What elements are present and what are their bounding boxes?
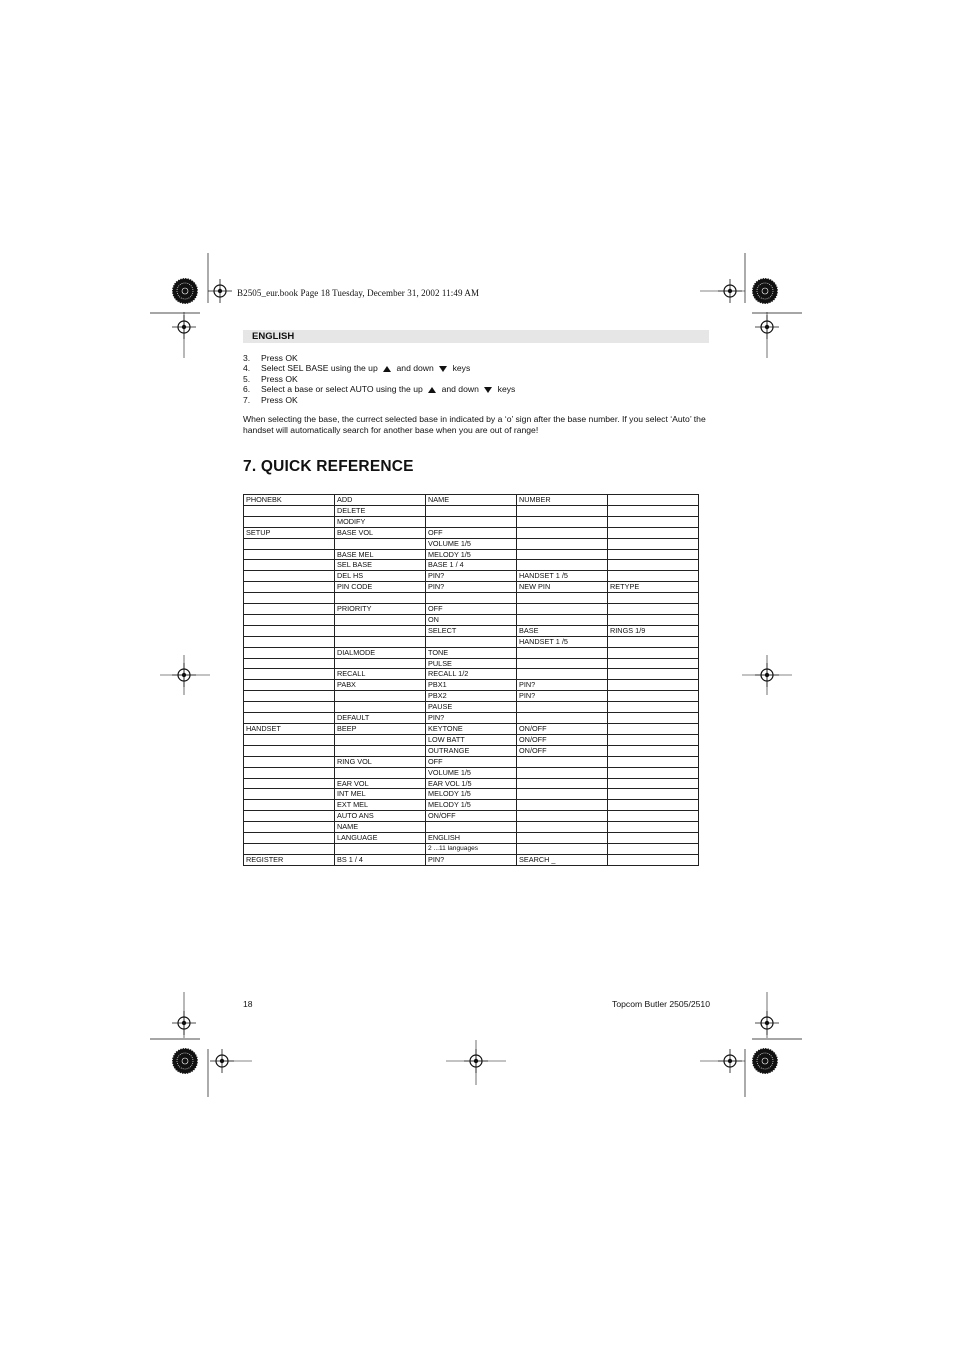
table-row	[244, 669, 699, 680]
table-cell: NAME	[335, 822, 426, 833]
table-cell	[517, 789, 608, 800]
table-cell: AUTO ANS	[335, 811, 426, 822]
table-cell	[517, 800, 608, 811]
print-header-line: B2505_eur.book Page 18 Tuesday, December 31, 2002 11:49 AM	[237, 288, 480, 298]
table-cell: HANDSET	[244, 724, 335, 735]
product-name: Topcom Butler 2505/2510	[612, 999, 710, 1009]
table-cell	[608, 713, 699, 724]
table-row	[244, 658, 699, 669]
table-cell: OFF	[426, 756, 517, 767]
table-cell	[517, 702, 608, 713]
down-arrow-icon	[484, 387, 492, 393]
quick-reference-table	[243, 494, 699, 866]
table-cell	[517, 767, 608, 778]
table-cell	[608, 833, 699, 844]
table-cell	[608, 669, 699, 680]
table-cell	[244, 713, 335, 724]
table-cell: PIN?	[426, 854, 517, 865]
table-cell	[244, 734, 335, 745]
table-cell	[244, 800, 335, 811]
table-cell	[335, 625, 426, 636]
language-bar	[243, 330, 709, 343]
table-cell	[608, 495, 699, 506]
table-cell	[517, 614, 608, 625]
table-cell: 2 ...11 languages	[426, 843, 517, 854]
table-cell: DELETE	[335, 505, 426, 516]
base-selection-note: When selecting the base, the currect selected base in indicated by a ‘o’ sign after the base number. If you select ‘Auto’ the handset will automatically search for another base when you are out of range!	[243, 414, 706, 435]
table-cell	[244, 789, 335, 800]
table-cell	[244, 691, 335, 702]
table-cell: MELODY 1/5	[426, 789, 517, 800]
table-cell	[517, 756, 608, 767]
table-cell	[608, 593, 699, 604]
table-cell	[517, 593, 608, 604]
table-cell	[608, 767, 699, 778]
registration-star-bottom-right	[752, 1048, 778, 1074]
table-cell: EXT MEL	[335, 800, 426, 811]
table-row	[244, 713, 699, 724]
table-cell: PBX2	[426, 691, 517, 702]
table-cell: TONE	[426, 647, 517, 658]
table-row	[244, 843, 699, 854]
table-cell: BEEP	[335, 724, 426, 735]
table-cell: PIN?	[517, 691, 608, 702]
table-cell	[517, 833, 608, 844]
table-row	[244, 811, 699, 822]
table-cell	[244, 822, 335, 833]
table-cell: BS 1 / 4	[335, 854, 426, 865]
table-cell: BASE 1 / 4	[426, 560, 517, 571]
table-cell: ADD	[335, 495, 426, 506]
table-cell: RING VOL	[335, 756, 426, 767]
table-cell	[244, 756, 335, 767]
table-cell	[517, 604, 608, 615]
table-cell	[608, 527, 699, 538]
table-row	[244, 745, 699, 756]
table-cell	[244, 833, 335, 844]
section-title: 7. QUICK REFERENCE	[243, 458, 414, 475]
registration-cross-top-left	[208, 279, 232, 303]
table-cell: RECALL	[335, 669, 426, 680]
table-cell	[517, 549, 608, 560]
table-row	[244, 647, 699, 658]
table-cell	[608, 789, 699, 800]
table-cell: ON/OFF	[517, 745, 608, 756]
table-cell: RECALL 1/2	[426, 669, 517, 680]
table-cell	[244, 549, 335, 560]
table-row	[244, 734, 699, 745]
table-row	[244, 604, 699, 615]
table-cell	[335, 658, 426, 669]
table-cell: ON	[426, 614, 517, 625]
table-cell	[244, 582, 335, 593]
table-cell	[426, 822, 517, 833]
table-row	[244, 778, 699, 789]
table-cell: NEW PIN	[517, 582, 608, 593]
table-cell	[517, 713, 608, 724]
table-cell	[608, 614, 699, 625]
table-cell: EAR VOL 1/5	[426, 778, 517, 789]
table-cell	[244, 560, 335, 571]
table-cell	[335, 636, 426, 647]
table-cell	[517, 822, 608, 833]
table-row	[244, 702, 699, 713]
table-cell: SEARCH _	[517, 854, 608, 865]
table-cell	[335, 745, 426, 756]
table-cell	[517, 669, 608, 680]
table-row	[244, 800, 699, 811]
table-cell	[608, 811, 699, 822]
table-cell	[335, 593, 426, 604]
table-cell: ON/OFF	[517, 724, 608, 735]
table-cell	[608, 778, 699, 789]
step-5: 5. Press OK	[243, 373, 298, 384]
table-row	[244, 680, 699, 691]
table-row	[244, 854, 699, 865]
table-cell	[608, 745, 699, 756]
table-cell	[244, 604, 335, 615]
table-cell	[335, 538, 426, 549]
down-arrow-icon	[439, 366, 447, 372]
table-cell: MELODY 1/5	[426, 549, 517, 560]
table-cell	[244, 571, 335, 582]
table-cell	[608, 800, 699, 811]
table-cell	[608, 560, 699, 571]
table-cell	[517, 658, 608, 669]
table-cell	[244, 778, 335, 789]
table-cell: PBX1	[426, 680, 517, 691]
table-cell: DIALMODE	[335, 647, 426, 658]
table-cell	[608, 647, 699, 658]
table-cell: NUMBER	[517, 495, 608, 506]
table-cell	[608, 516, 699, 527]
table-row	[244, 756, 699, 767]
table-cell	[517, 516, 608, 527]
table-cell: BASE MEL	[335, 549, 426, 560]
table-cell: PABX	[335, 680, 426, 691]
table-cell	[608, 724, 699, 735]
table-cell	[608, 843, 699, 854]
table-row	[244, 614, 699, 625]
step-6: 6. Select a base or select AUTO using the up and down keys	[243, 384, 516, 395]
table-cell	[608, 538, 699, 549]
table-cell	[517, 811, 608, 822]
table-cell	[608, 734, 699, 745]
table-cell	[608, 636, 699, 647]
table-cell	[608, 549, 699, 560]
registration-star-top-left	[172, 278, 198, 304]
table-cell: OFF	[426, 527, 517, 538]
table-cell	[244, 625, 335, 636]
table-row	[244, 789, 699, 800]
table-cell: ON/OFF	[517, 734, 608, 745]
table-cell	[608, 658, 699, 669]
table-cell	[517, 527, 608, 538]
table-cell	[244, 669, 335, 680]
table-cell	[244, 658, 335, 669]
table-cell	[244, 811, 335, 822]
table-row	[244, 505, 699, 516]
table-cell: SELECT	[426, 625, 517, 636]
table-cell	[426, 505, 517, 516]
step-3: 3. Press OK	[243, 353, 298, 363]
table-cell: VOLUME 1/5	[426, 538, 517, 549]
table-cell: RETYPE	[608, 582, 699, 593]
table-row	[244, 833, 699, 844]
table-cell	[608, 680, 699, 691]
table-cell	[244, 767, 335, 778]
table-row	[244, 571, 699, 582]
table-cell: PAUSE	[426, 702, 517, 713]
registration-star-bottom-left	[172, 1048, 198, 1074]
table-cell	[244, 647, 335, 658]
table-row	[244, 516, 699, 527]
table-cell: DEL HS	[335, 571, 426, 582]
table-cell: RINGS 1/9	[608, 625, 699, 636]
table-cell: ENGLISH	[426, 833, 517, 844]
step-4: 4. Select SEL BASE using the up and down keys	[243, 363, 471, 374]
table-cell: ON/OFF	[426, 811, 517, 822]
table-cell	[244, 745, 335, 756]
table-cell	[608, 505, 699, 516]
table-cell	[244, 680, 335, 691]
table-row	[244, 495, 699, 506]
table-cell	[608, 702, 699, 713]
table-cell: REGISTER	[244, 854, 335, 865]
table-cell: OUTRANGE	[426, 745, 517, 756]
table-cell: NAME	[426, 495, 517, 506]
table-cell	[608, 756, 699, 767]
table-row	[244, 767, 699, 778]
table-cell	[244, 614, 335, 625]
table-row	[244, 636, 699, 647]
table-row	[244, 582, 699, 593]
table-cell: DEFAULT	[335, 713, 426, 724]
table-cell	[426, 636, 517, 647]
table-cell: PIN?	[517, 680, 608, 691]
table-cell: PIN?	[426, 571, 517, 582]
table-cell: EAR VOL	[335, 778, 426, 789]
table-cell: PIN CODE	[335, 582, 426, 593]
table-cell	[517, 843, 608, 854]
up-arrow-icon	[383, 366, 391, 372]
table-row	[244, 691, 699, 702]
table-cell	[244, 516, 335, 527]
table-cell: VOLUME 1/5	[426, 767, 517, 778]
table-cell: OFF	[426, 604, 517, 615]
table-cell	[335, 767, 426, 778]
table-cell	[244, 593, 335, 604]
table-cell: BASE VOL	[335, 527, 426, 538]
table-cell: MELODY 1/5	[426, 800, 517, 811]
table-cell	[244, 702, 335, 713]
table-cell: LANGUAGE	[335, 833, 426, 844]
table-row	[244, 822, 699, 833]
steps-list	[243, 353, 515, 405]
table-cell	[335, 843, 426, 854]
table-cell	[517, 778, 608, 789]
table-cell: MODIFY	[335, 516, 426, 527]
language-label: ENGLISH	[252, 331, 295, 342]
table-cell	[426, 516, 517, 527]
table-cell	[517, 505, 608, 516]
table-cell: PHONEBK	[244, 495, 335, 506]
table-cell	[608, 822, 699, 833]
table-cell	[335, 734, 426, 745]
table-row	[244, 724, 699, 735]
table-cell	[244, 843, 335, 854]
table-cell	[244, 538, 335, 549]
table-cell	[244, 636, 335, 647]
table-cell	[517, 560, 608, 571]
table-cell	[335, 702, 426, 713]
table-row	[244, 527, 699, 538]
table-row	[244, 549, 699, 560]
table-cell: PRIORITY	[335, 604, 426, 615]
table-cell	[608, 854, 699, 865]
table-cell: PIN?	[426, 713, 517, 724]
table-cell	[244, 505, 335, 516]
table-cell	[335, 691, 426, 702]
table-cell	[517, 647, 608, 658]
up-arrow-icon	[428, 387, 436, 393]
table-cell: SEL BASE	[335, 560, 426, 571]
table-row	[244, 593, 699, 604]
table-cell	[608, 604, 699, 615]
table-cell: HANDSET 1 /5	[517, 571, 608, 582]
step-7: 7. Press OK	[243, 394, 298, 405]
table-cell	[608, 571, 699, 582]
table-row	[244, 538, 699, 549]
table-row	[244, 625, 699, 636]
table-cell	[517, 538, 608, 549]
table-cell	[426, 593, 517, 604]
table-cell: KEYTONE	[426, 724, 517, 735]
table-cell: LOW BATT	[426, 734, 517, 745]
table-cell: HANDSET 1 /5	[517, 636, 608, 647]
table-row	[244, 560, 699, 571]
registration-star-top-right	[752, 278, 778, 304]
table-cell: PIN?	[426, 582, 517, 593]
table-cell: PULSE	[426, 658, 517, 669]
table-cell	[335, 614, 426, 625]
table-cell: SETUP	[244, 527, 335, 538]
table-cell: BASE	[517, 625, 608, 636]
page-number: 18	[243, 999, 253, 1009]
table-cell: INT MEL	[335, 789, 426, 800]
table-cell	[608, 691, 699, 702]
